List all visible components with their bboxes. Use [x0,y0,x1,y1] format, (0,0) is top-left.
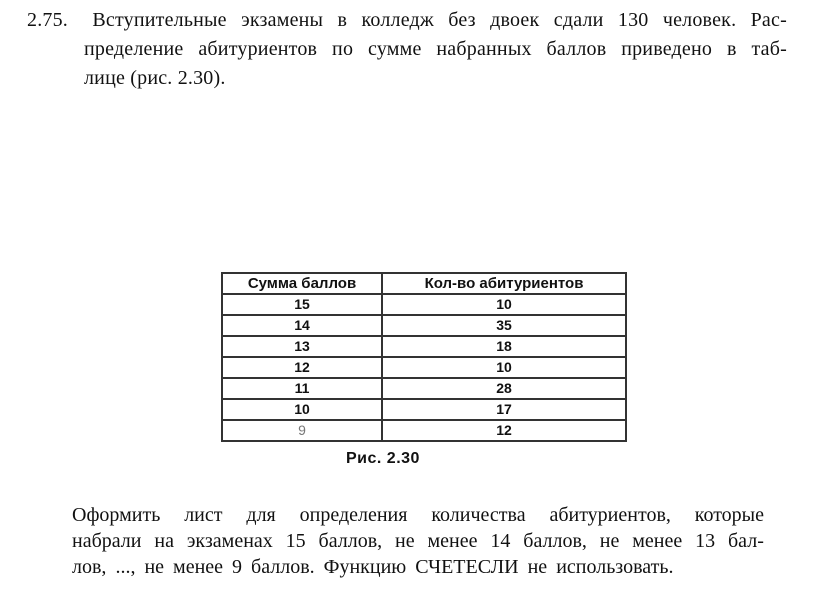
word: не [395,530,415,552]
figure-caption: Рис. 2.30 [346,450,420,467]
word: Функцию [323,556,407,578]
word: абитуриентов, [549,504,671,526]
word: Рас- [750,9,787,31]
word: сдали [553,9,604,31]
word: баллов, [523,530,587,552]
word: абитуриентов [198,38,318,60]
cell-count: 18 [382,336,626,357]
word: менее [427,530,478,552]
problem-line-2 [27,35,787,64]
word: приведено [621,38,713,60]
word: не [527,556,548,578]
word: 13 [695,530,716,552]
table-row [222,420,626,441]
word: колледж [361,9,434,31]
cell-score: 14 [222,315,382,336]
word: лов, [72,556,107,578]
word: в [726,38,737,60]
word: таб- [751,38,787,60]
table-row [222,294,626,315]
word: экзамены [241,9,324,31]
task-line-3 [72,554,764,580]
word: 15 [285,530,306,552]
scores-table-container [221,272,627,442]
table-row [222,378,626,399]
word: не [144,556,165,578]
word: баллов [546,38,607,60]
cell-count: 17 [382,399,626,420]
word: для [246,504,276,526]
cell-score: 15 [222,294,382,315]
word: бал- [728,530,764,552]
word: Вступительные [92,9,227,31]
word: набрали [72,530,142,552]
header-applicant-count: Кол-во абитуриентов [382,273,626,294]
problem-line-1 [27,6,787,35]
word: пределение [84,38,184,60]
cell-score: 10 [222,399,382,420]
problem-number: 2.75. [27,9,68,31]
word: 9 [232,556,243,578]
cell-count: 10 [382,357,626,378]
task-line-2 [72,528,764,554]
cell-count: 35 [382,315,626,336]
word: определения [299,504,408,526]
word: по [332,38,354,60]
word: двоек [490,9,540,31]
cell-count: 28 [382,378,626,399]
cell-count: 12 [382,420,626,441]
cell-score: 11 [222,378,382,399]
word: 130 [617,9,649,31]
word: лист [184,504,223,526]
word: набранных [436,38,532,60]
word: в [337,9,348,31]
word: количества [431,504,526,526]
word: 14 [490,530,511,552]
table-row [222,399,626,420]
cell-score: 12 [222,357,382,378]
problem-statement [27,6,787,93]
table-row [222,336,626,357]
word: на [154,530,174,552]
table-header-row [222,273,626,294]
problem-line-3 [27,64,787,93]
word: менее [632,530,683,552]
table-row [222,315,626,336]
word: которые [694,504,764,526]
cell-count: 10 [382,294,626,315]
scores-table [221,272,627,442]
word: лице (рис. 2.30). [84,67,226,89]
task-line-1 [72,502,764,528]
word: баллов, [318,530,383,552]
cell-score: 9 [222,420,382,441]
word: сумме [368,38,422,60]
task-statement [72,502,764,580]
word: человек. [662,9,737,31]
function-name: СЧЕТЕСЛИ [415,556,519,578]
word: не [599,530,620,552]
header-score-sum: Сумма баллов [222,273,382,294]
word: ..., [115,556,136,578]
table-row [222,357,626,378]
word: баллов. [251,556,315,578]
word: экзаменах [186,530,273,552]
word: без [448,9,476,31]
word: использовать. [556,556,674,578]
cell-score: 13 [222,336,382,357]
word: менее [173,556,224,578]
word: Оформить [72,504,161,526]
